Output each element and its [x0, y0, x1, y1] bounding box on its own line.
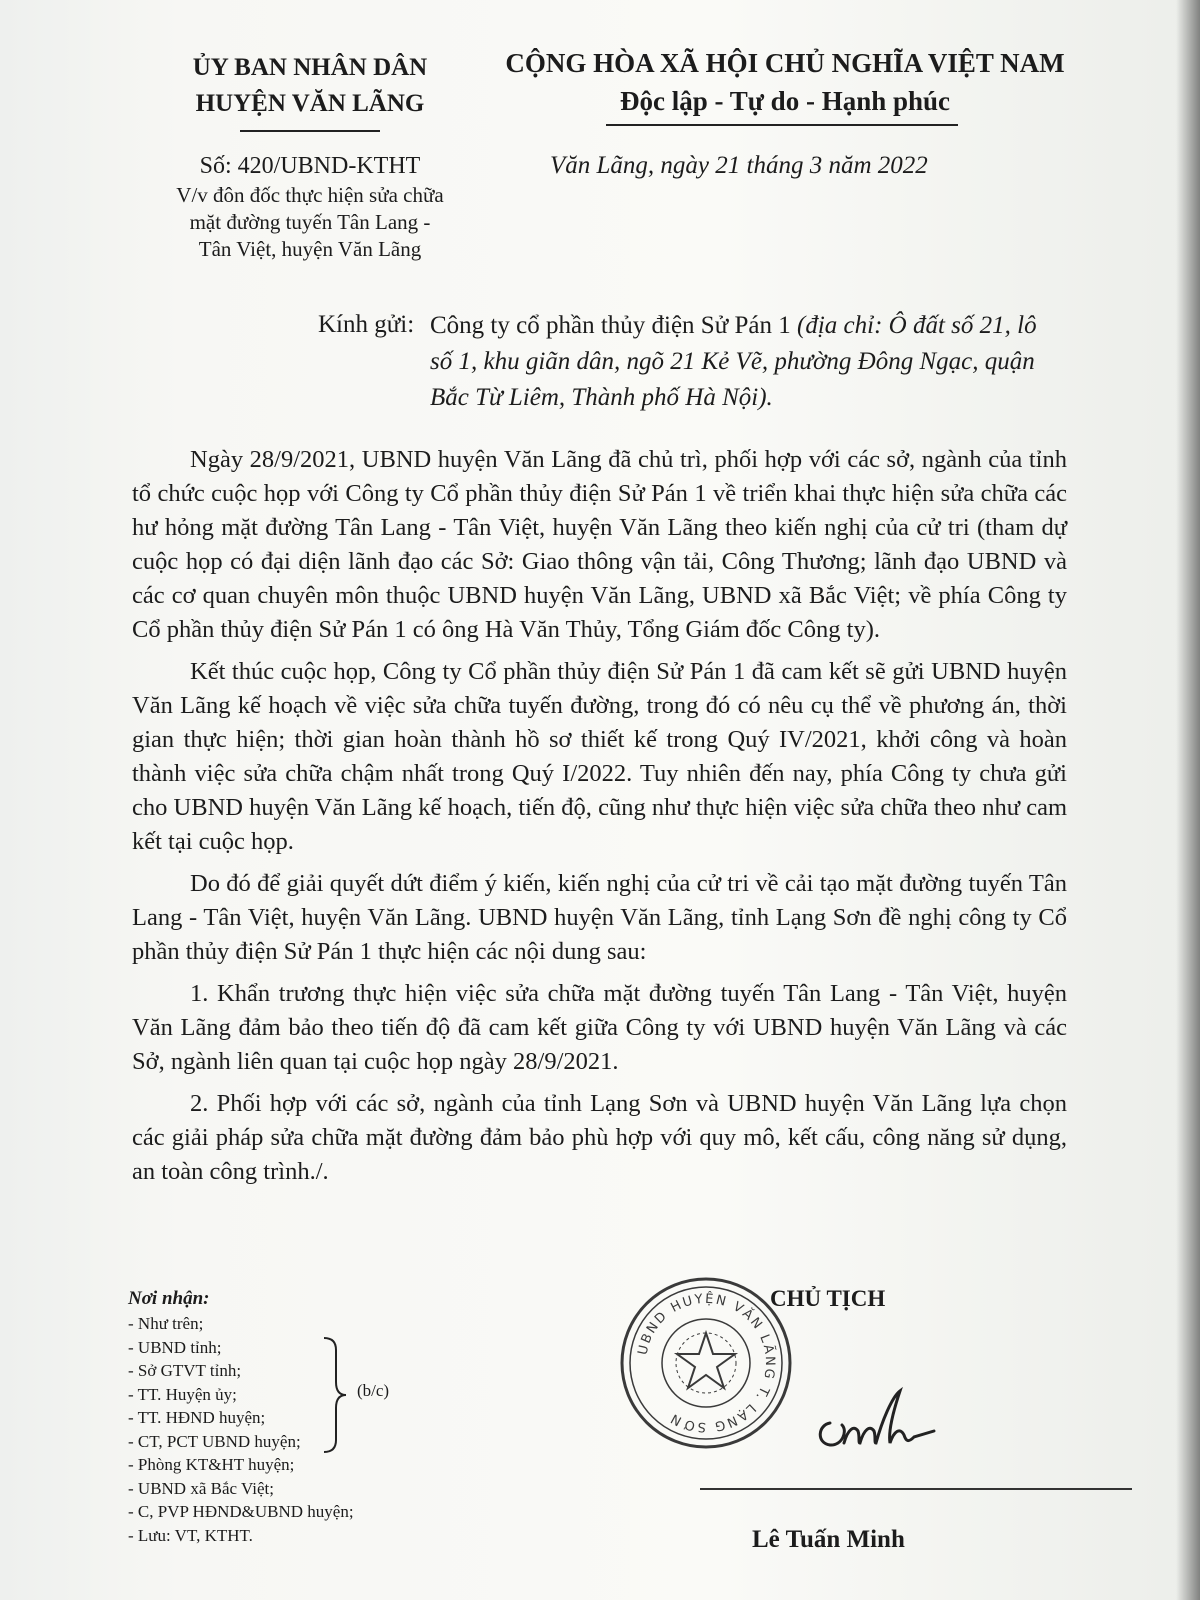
signer-title: CHỦ TỊCH [770, 1286, 886, 1311]
page-edge-shadow [1176, 0, 1200, 1600]
recipients-title: Nơi nhận: [128, 1288, 210, 1309]
list-item: - TT. Huyện ủy; [128, 1384, 237, 1404]
agency-line-2: HUYỆN VĂN LÃNG [195, 90, 425, 117]
list-item: - Phòng KT&HT huyện; [128, 1455, 295, 1474]
document-subject [130, 182, 490, 263]
recipients-list [128, 1312, 458, 1547]
list-item: - C, PVP HĐND&UBND huyện; [128, 1502, 354, 1521]
motto-underline [606, 124, 958, 126]
body-paragraph-3: Do đó để giải quyết dứt điểm ý kiến, kiến nghị của cử tri về cải tạo mặt đường tuyến Tân Lang - Tân Việt, huyện Văn Lãng. UBND huyện Văn Lãng, tỉnh Lạng Sơn đề nghị công ty Cổ phần thủy điện Sử Pán 1 thực hiện các nội dung sau: [132, 870, 1067, 965]
subject-line-1: V/v đôn đốc thực hiện sửa chữa [176, 183, 444, 207]
list-item: - Lưu: VT, KTHT. [128, 1525, 253, 1545]
national-header [470, 44, 1100, 120]
body-paragraph-2: Kết thúc cuộc họp, Công ty Cổ phần thủy điện Sử Pán 1 đã cam kết sẽ gửi UBND huyện Văn Lãng kế hoạch về việc sửa chữa tuyến đường, trong đó có nêu cụ thể về phương án, thời gian thực hiện; thời gian hoàn thành hồ sơ thiết kế trong Quý IV/2021, khởi công và hoàn thành việc sửa chữa chậm nhất trong Quý I/2022. Tuy nhiên đến nay, phía Công ty chưa gửi cho UBND huyện Văn Lãng kế hoạch, tiến độ, cũng như thực hiện việc sửa chữa theo như cam kết tại cuộc họp. [132, 658, 1067, 855]
list-item: - Sở GTVT tỉnh; [128, 1361, 242, 1380]
bracket-note: (b/c) [357, 1381, 390, 1400]
document-number: Số: 420/UBND-KTHT [199, 153, 421, 179]
recipient-address: (địa chỉ: Ô đất số 21, lô số 1, khu giãn dân, ngõ 21 Kẻ Vẽ, phường Đông Ngạc, quận Bắc Từ Liêm, Thành phố Hà Nội). [430, 312, 1037, 411]
body-paragraph-5: 2. Phối hợp với các sở, ngành của tỉnh Lạng Sơn và UBND huyện Văn Lãng lựa chọn các giải pháp sửa chữa mặt đường đảm bảo phù hợp với quy mô, kết cấu, công năng sử dụng, an toàn công trình./. [132, 1090, 1067, 1185]
list-item: - CT, PCT UBND huyện; [128, 1431, 301, 1451]
nation-title: CỘNG HÒA XÃ HỘI CHỦ NGHĨA VIỆT NAM [505, 48, 1065, 78]
agency-line-1: ỦY BAN NHÂN DÂN [192, 54, 428, 81]
subject-line-3: Tân Việt, huyện Văn Lãng [198, 237, 422, 261]
svg-text:UBND HUYỆN VĂN LÃNG T. LẠNG SƠ: UBND HUYỆN VĂN LÃNG T. LẠNG SƠN [635, 1291, 778, 1435]
recipient-label: Kính gửi: [318, 311, 415, 338]
issuing-agency [150, 50, 470, 122]
official-seal-icon [618, 1275, 794, 1451]
right-brace-icon [320, 1336, 350, 1454]
list-item: - UBND tỉnh; [128, 1337, 222, 1357]
recipient [430, 308, 1060, 416]
signature-icon [808, 1385, 938, 1455]
letter-body [132, 443, 1067, 1197]
list-item: - TT. HĐND huyện; [128, 1408, 266, 1427]
list-item: - Như trên; [128, 1314, 204, 1333]
issue-date: Văn Lãng, ngày 21 tháng 3 năm 2022 [550, 152, 928, 179]
nation-motto: Độc lập - Tự do - Hạnh phúc [619, 86, 951, 116]
recipient-name: Công ty cổ phần thủy điện Sử Pán 1 [430, 312, 798, 339]
body-paragraph-4: 1. Khẩn trương thực hiện việc sửa chữa mặt đường tuyến Tân Lang - Tân Việt, huyện Văn Lãng đảm bảo theo tiến độ đã cam kết giữa Công ty với UBND huyện Văn Lãng và các Sở, ngành liên quan tại cuộc họp ngày 28/9/2021. [132, 980, 1067, 1075]
agency-underline [240, 130, 380, 132]
signer-name: Lê Tuấn Minh [752, 1526, 905, 1553]
signature-divider [700, 1488, 1132, 1490]
list-item: - UBND xã Bắc Việt; [128, 1478, 274, 1498]
subject-line-2: mặt đường tuyến Tân Lang - [189, 210, 431, 234]
body-paragraph-1: Ngày 28/9/2021, UBND huyện Văn Lãng đã chủ trì, phối hợp với các sở, ngành của tỉnh tổ chức cuộc họp với Công ty Cổ phần thủy điện Sử Pán 1 về triển khai thực hiện sửa chữa các hư hỏng mặt đường Tân Lang - Tân Việt, huyện Văn Lãng theo kiến nghị của cử tri (tham dự cuộc họp có đại diện lãnh đạo các Sở: Giao thông vận tải, Công Thương; lãnh đạo UBND và các cơ quan chuyên môn thuộc UBND huyện Văn Lãng, UBND xã Bắc Việt; về phía Công ty Cổ phần thủy điện Sử Pán 1 có ông Hà Văn Thủy, Tổng Giám đốc Công ty). [132, 446, 1067, 643]
